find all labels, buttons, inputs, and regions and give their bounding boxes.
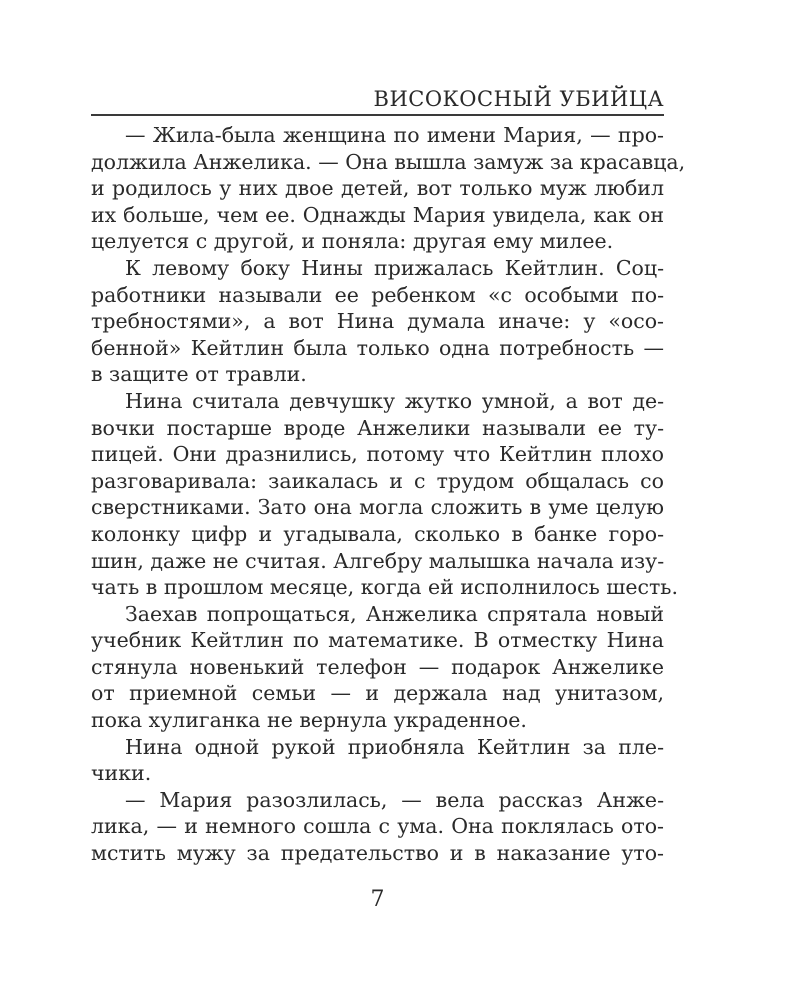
- body-text: [91, 122, 686, 867]
- text-line: бенной» Кейтлин была только одна потребность —: [91, 335, 664, 360]
- text-line: и родилось у них двое детей, вот только муж любил: [91, 176, 664, 201]
- text-line: К левому боку Нины прижалась Кейтлин. Соц-: [125, 255, 664, 280]
- text-line: чать в прошлом месяце, когда ей исполнилось шесть.: [91, 575, 678, 600]
- text-line: их больше, чем ее. Однажды Мария увидела, как он: [91, 202, 664, 227]
- text-line: шин, даже не считая. Алгебру малышка начала изу-: [91, 548, 665, 573]
- text-line: вочки постарше вроде Анжелики называли ее ту-: [91, 415, 664, 440]
- text-line: пока хулиганка не вернула украденное.: [91, 708, 527, 733]
- text-line: должила Анжелика. — Она вышла замуж за красавца,: [91, 149, 686, 174]
- text-line: Нина одной рукой приобняла Кейтлин за пле-: [125, 734, 664, 759]
- page-number: 7: [370, 887, 385, 912]
- text-line: сверстниками. Зато она могла сложить в уме целую: [91, 495, 664, 520]
- text-line: стянула новенький телефон — подарок Анжелике: [91, 654, 664, 679]
- text-line: колонку цифр и угадывала, сколько в банке горо-: [91, 521, 664, 546]
- text-line: — Мария разозлилась, — вела рассказ Анже-: [125, 787, 664, 812]
- text-line: требностями», а вот Нина думала иначе: у «осо-: [91, 309, 664, 334]
- text-line: целуется с другой, и поняла: другая ему милее.: [91, 229, 614, 254]
- text-line: разговаривала: заикалась и с трудом общалась со: [91, 468, 664, 493]
- text-line: пицей. Они дразнились, потому что Кейтлин плохо: [91, 442, 664, 467]
- book-title: ВИСОКОСНЫЙ УБИЙЦА: [373, 87, 664, 111]
- text-line: чики.: [91, 761, 152, 786]
- text-line: мстить мужу за предательство и в наказание уто-: [91, 841, 664, 866]
- text-line: лика, — и немного сошла с ума. Она поклялась ото-: [91, 814, 664, 839]
- text-line: — Жила-была женщина по имени Мария, — про-: [125, 123, 664, 147]
- text-line: Нина считала девчушку жутко умной, а вот де-: [125, 388, 664, 413]
- text-line: учебник Кейтлин по математике. В отместку Нина: [91, 628, 664, 653]
- text-line: Заехав попрощаться, Анжелика спрятала новый: [125, 601, 664, 626]
- text-line: в защите от травли.: [91, 362, 307, 387]
- running-header: [91, 84, 664, 116]
- text-line: от приемной семьи — и держала над унитазом,: [91, 681, 664, 706]
- text-line: работники называли ее ребенком «с особыми по-: [91, 282, 664, 307]
